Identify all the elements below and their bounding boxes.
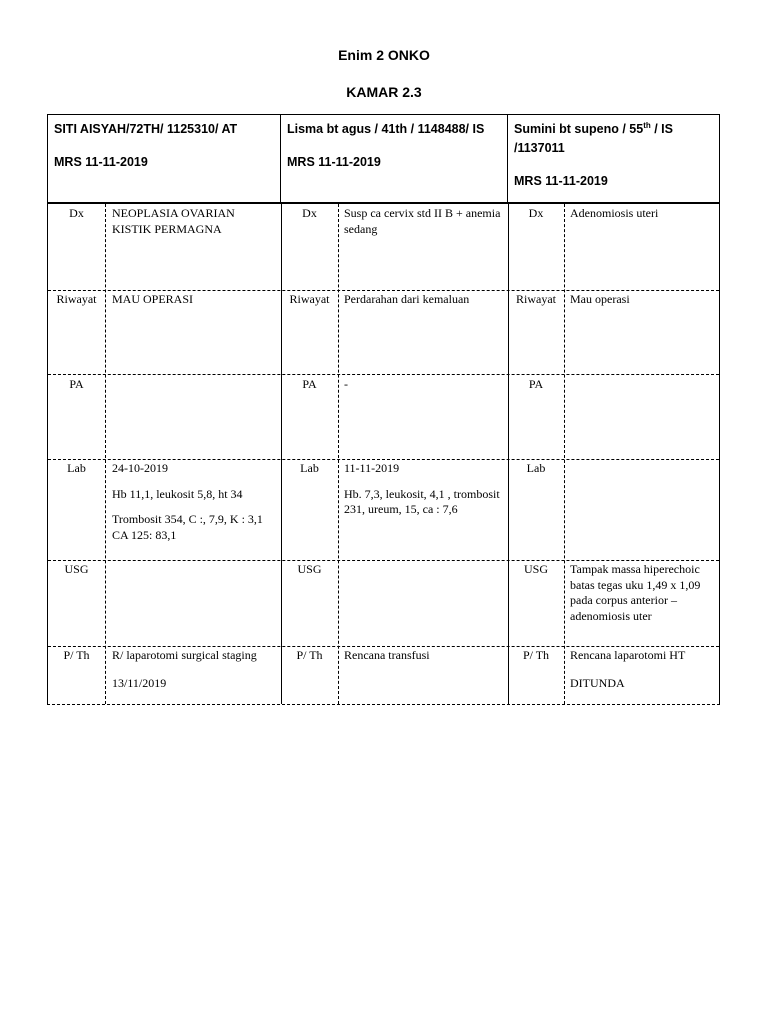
riwayat-label: Riwayat	[56, 292, 97, 306]
riwayat-label: Riwayat	[516, 292, 556, 306]
patient-3-plan-text: Rencana laparotomi HT	[570, 648, 686, 662]
patient-1-identity: SITI AISYAH/72TH/ 1125310/ AT	[54, 122, 238, 136]
dx-label: Dx	[528, 206, 544, 220]
room-title: KAMAR 2.3	[346, 84, 422, 100]
document-title: Enim 2 ONKO	[338, 47, 430, 63]
pa-label: PA	[528, 377, 544, 391]
riwayat-label: Riwayat	[289, 292, 330, 306]
dx-label: Dx	[69, 206, 84, 220]
pth-label: P/ Th	[296, 648, 323, 662]
pth-label: P/ Th	[522, 648, 550, 662]
patient-header-2	[281, 115, 508, 202]
pa-label: PA	[302, 377, 317, 391]
usg-label: USG	[297, 562, 322, 576]
lab-label: Lab	[67, 461, 86, 475]
lab-label: Lab	[300, 461, 319, 475]
patient-1-plan	[112, 648, 277, 691]
patient-2-history: Perdarahan dari kemaluan	[344, 292, 470, 306]
dx-label: Dx	[302, 206, 317, 220]
patient-2-lab	[344, 461, 504, 518]
patient-header-3	[508, 115, 721, 202]
patient-3-usg: Tampak massa hiperechoic batas tegas uku 1,49 x 1,09 pada corpus anterior – adenomiosis uter	[570, 562, 701, 623]
patient-1-lab-date: 24-10-2019	[112, 461, 168, 475]
patient-1-history: MAU OPERASI	[112, 292, 194, 306]
patient-1-lab-results: Hb 11,1, leukosit 5,8, ht 34	[112, 486, 243, 501]
patient-1-admission-date: MRS 11-11-2019	[54, 155, 148, 169]
patient-2-identity: Lisma bt agus / 41th / 1148488/ IS	[287, 122, 485, 136]
patient-3-history: Mau operasi	[570, 292, 630, 306]
lab-label: Lab	[526, 461, 546, 475]
pth-label: P/ Th	[63, 648, 90, 662]
patient-1-diagnosis: NEOPLASIA OVARIAN KISTIK PERMAGNA	[112, 206, 235, 236]
patient-1-plan-text: R/ laparotomi surgical staging	[112, 648, 257, 662]
usg-label: USG	[64, 562, 89, 576]
patient-3-identity: Sumini bt supeno / 55th / IS /1137011	[514, 120, 673, 155]
pa-label: PA	[69, 377, 84, 391]
patient-header-1	[48, 115, 281, 202]
patient-1-plan-date: 13/11/2019	[112, 675, 167, 690]
patient-3-plan-status: DITUNDA	[570, 675, 625, 690]
patient-header-row	[47, 114, 720, 204]
patient-3-diagnosis: Adenomiosis uteri	[570, 206, 659, 220]
patient-details-table	[47, 204, 720, 705]
patient-1-lab	[112, 461, 277, 543]
patient-2-pa: -	[344, 377, 348, 391]
patient-1-lab-results-2: Trombosit 354, C :, 7,9, K : 3,1 CA 125: 83,1	[112, 512, 263, 542]
patient-2-diagnosis: Susp ca cervix std II B + anemia sedang	[344, 206, 501, 236]
patient-3-plan	[570, 648, 718, 691]
patient-2-lab-date: 11-11-2019	[344, 461, 400, 475]
usg-label: USG	[523, 562, 548, 576]
patient-2-plan: Rencana transfusi	[344, 648, 430, 662]
patient-2-admission-date: MRS 11-11-2019	[287, 155, 381, 169]
patient-3-admission-date: MRS 11-11-2019	[514, 174, 608, 188]
patient-2-lab-results: Hb. 7,3, leukosit, 4,1 , trombosit 231, ureum, 15, ca : 7,6	[344, 486, 500, 516]
